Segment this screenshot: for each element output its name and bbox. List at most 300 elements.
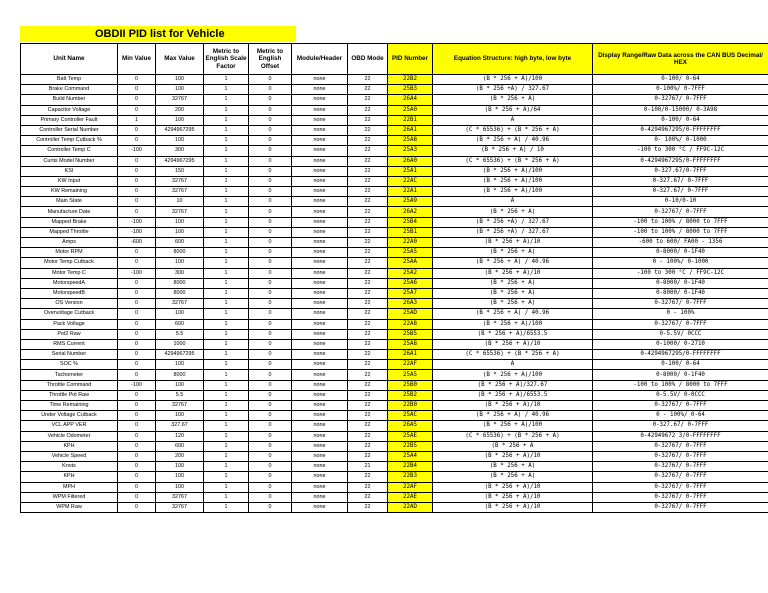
cell-module: none (292, 502, 348, 512)
cell-offset: 0 (249, 502, 292, 512)
cell-min-value: 0 (118, 472, 156, 482)
cell-pid-number: 25A4 (388, 451, 433, 461)
cell-display-range: 0-100/ 0-64 (593, 75, 768, 85)
cell-max-value: 100 (156, 217, 204, 227)
cell-scale-factor: 1 (204, 217, 249, 227)
cell-obd-mode: 21 (348, 462, 388, 472)
cell-unit-name: Knots (21, 462, 118, 472)
cell-max-value: 32767 (156, 401, 204, 411)
cell-display-range: 0 - 100%/ 0-1000 (593, 258, 768, 268)
table-row (21, 370, 768, 380)
cell-pid-number: 22B4 (388, 462, 433, 472)
cell-offset: 0 (249, 75, 292, 85)
cell-obd-mode: 22 (348, 105, 388, 115)
table-row (21, 187, 768, 197)
table-row (21, 258, 768, 268)
cell-display-range: -600 to 600/ FA00 - 1356 (593, 238, 768, 248)
cell-equation: (B * 256 + A) (433, 288, 593, 298)
cell-min-value: 0 (118, 421, 156, 431)
cell-equation: (B * 256 + A) (433, 207, 593, 217)
cell-obd-mode: 22 (348, 146, 388, 156)
cell-pid-number: 22AF (388, 360, 433, 370)
cell-unit-name: Pack Voltage (21, 319, 118, 329)
cell-pid-number: 22B1 (388, 115, 433, 125)
cell-module: none (292, 472, 348, 482)
cell-max-value: 100 (156, 411, 204, 421)
cell-offset: 0 (249, 309, 292, 319)
cell-max-value: 300 (156, 146, 204, 156)
cell-min-value: -100 (118, 380, 156, 390)
cell-display-range: -100 to 300 °C / FF9C-12C (593, 268, 768, 278)
cell-unit-name: MotorspeedA (21, 278, 118, 288)
cell-max-value: 5.5 (156, 329, 204, 339)
cell-scale-factor: 1 (204, 187, 249, 197)
cell-display-range: 0-8000/ 0-1F40 (593, 248, 768, 258)
cell-scale-factor: 1 (204, 197, 249, 207)
cell-equation: (B * 256 + A)/10 (433, 451, 593, 461)
cell-max-value: 5.5 (156, 390, 204, 400)
table-row (21, 278, 768, 288)
cell-module: none (292, 462, 348, 472)
cell-offset: 0 (249, 115, 292, 125)
cell-offset: 0 (249, 329, 292, 339)
cell-equation: (B * 256 + A)/100 (433, 176, 593, 186)
cell-pid-number: 25B1 (388, 227, 433, 237)
cell-module: none (292, 176, 348, 186)
cell-display-range: 0-8000/ 0-1F40 (593, 370, 768, 380)
cell-pid-number: 25B5 (388, 329, 433, 339)
cell-module: none (292, 431, 348, 441)
cell-pid-number: 25A7 (388, 288, 433, 298)
header-scale-factor: Metric to English Scale Factor (204, 44, 249, 75)
table-row (21, 380, 768, 390)
cell-display-range: 0-4294967295/0-FFFFFFFF (593, 125, 768, 135)
cell-max-value: 100 (156, 258, 204, 268)
cell-scale-factor: 1 (204, 462, 249, 472)
cell-unit-name: Motor RPM (21, 248, 118, 258)
cell-scale-factor: 1 (204, 380, 249, 390)
table-row (21, 268, 768, 278)
cell-unit-name: OS Version (21, 299, 118, 309)
cell-offset: 0 (249, 472, 292, 482)
cell-obd-mode: 22 (348, 380, 388, 390)
table-row (21, 197, 768, 207)
table-row (21, 431, 768, 441)
table-row (21, 350, 768, 360)
cell-display-range: 0-5.5V/ 0CCC (593, 329, 768, 339)
cell-display-range: 0-32767/ 0-7FFF (593, 451, 768, 461)
cell-display-range: 0-4294967295/0-FFFFFFFF (593, 350, 768, 360)
cell-obd-mode: 22 (348, 288, 388, 298)
cell-display-range: 0-8000/ 0-1F40 (593, 288, 768, 298)
header-module: Module/Header (292, 44, 348, 75)
cell-max-value: 100 (156, 115, 204, 125)
table-row (21, 238, 768, 248)
cell-module: none (292, 136, 348, 146)
cell-display-range: -100 to 100% / 8000 to 7FFF (593, 217, 768, 227)
table-row (21, 136, 768, 146)
cell-module: none (292, 227, 348, 237)
cell-offset: 0 (249, 360, 292, 370)
cell-obd-mode: 22 (348, 421, 388, 431)
cell-equation: (B * 256 + A) / 40.96 (433, 411, 593, 421)
cell-scale-factor: 1 (204, 299, 249, 309)
cell-display-range: 0-327.67/ 0-7FFF (593, 187, 768, 197)
cell-pid-number: 25A8 (388, 339, 433, 349)
table-body (21, 75, 768, 513)
cell-unit-name: Throttle Command (21, 380, 118, 390)
cell-scale-factor: 1 (204, 431, 249, 441)
cell-min-value: 0 (118, 492, 156, 502)
cell-equation: (B * 256 + A)/327.67 (433, 380, 593, 390)
cell-module: none (292, 319, 348, 329)
cell-offset: 0 (249, 278, 292, 288)
cell-display-range: 0-100%/ 0-7FFF (593, 85, 768, 95)
cell-scale-factor: 1 (204, 329, 249, 339)
cell-equation: (B * 256 + A (433, 441, 593, 451)
cell-scale-factor: 1 (204, 146, 249, 156)
cell-pid-number: 26A1 (388, 125, 433, 135)
cell-min-value: 0 (118, 166, 156, 176)
cell-equation: (B * 256 + A)/100 (433, 319, 593, 329)
cell-module: none (292, 380, 348, 390)
cell-unit-name: MotorspeedB (21, 288, 118, 298)
cell-offset: 0 (249, 105, 292, 115)
cell-equation: (C * 65536) + (B * 256 + A) (433, 156, 593, 166)
table-row (21, 339, 768, 349)
table-row (21, 441, 768, 451)
cell-scale-factor: 1 (204, 278, 249, 288)
cell-display-range: 0-327.67/ 0-7FFF (593, 421, 768, 431)
cell-min-value: 0 (118, 401, 156, 411)
cell-max-value: 32767 (156, 187, 204, 197)
cell-offset: 0 (249, 258, 292, 268)
cell-pid-number: 22AF (388, 482, 433, 492)
cell-max-value: 150 (156, 166, 204, 176)
cell-unit-name: Motor Temp C (21, 268, 118, 278)
cell-pid-number: 25B3 (388, 85, 433, 95)
cell-min-value: 0 (118, 502, 156, 512)
cell-unit-name: SOC % (21, 360, 118, 370)
cell-min-value: 0 (118, 411, 156, 421)
table-row (21, 401, 768, 411)
cell-module: none (292, 360, 348, 370)
cell-min-value: 0 (118, 462, 156, 472)
cell-min-value: 1 (118, 115, 156, 125)
cell-obd-mode: 22 (348, 319, 388, 329)
cell-module: none (292, 95, 348, 105)
cell-max-value: 32767 (156, 176, 204, 186)
cell-equation: A (433, 115, 593, 125)
cell-max-value: 100 (156, 360, 204, 370)
cell-max-value: 4294967295 (156, 125, 204, 135)
table-row (21, 299, 768, 309)
cell-unit-name: Overvoltage Cutback (21, 309, 118, 319)
cell-min-value: -600 (118, 238, 156, 248)
cell-obd-mode: 22 (348, 217, 388, 227)
cell-obd-mode: 22 (348, 187, 388, 197)
page-title: OBDII PID list for Vehicle (95, 28, 225, 40)
cell-unit-name: Time Remaining (21, 401, 118, 411)
cell-offset: 0 (249, 146, 292, 156)
cell-min-value: -100 (118, 227, 156, 237)
cell-min-value: -100 (118, 268, 156, 278)
cell-offset: 0 (249, 431, 292, 441)
cell-module: none (292, 401, 348, 411)
cell-min-value: 0 (118, 329, 156, 339)
cell-max-value: 600 (156, 441, 204, 451)
cell-min-value: 0 (118, 85, 156, 95)
cell-display-range: 0- 100%/ 0-1000 (593, 136, 768, 146)
table-row (21, 75, 768, 85)
cell-equation: (B * 256 + A)/100 (433, 166, 593, 176)
table-row (21, 462, 768, 472)
cell-display-range: 0-32767/ 0-7FFF (593, 401, 768, 411)
table-row (21, 146, 768, 156)
cell-max-value: 32767 (156, 502, 204, 512)
cell-pid-number: 25A2 (388, 268, 433, 278)
cell-scale-factor: 1 (204, 238, 249, 248)
cell-scale-factor: 1 (204, 166, 249, 176)
cell-max-value: 8000 (156, 248, 204, 258)
cell-equation: (B * 256 + A) (433, 299, 593, 309)
cell-equation: (B * 256 + A) (433, 472, 593, 482)
cell-equation: (C * 65536) + (B * 256 + A) (433, 431, 593, 441)
cell-pid-number: 22B0 (388, 401, 433, 411)
cell-offset: 0 (249, 207, 292, 217)
cell-offset: 0 (249, 390, 292, 400)
cell-min-value: 0 (118, 299, 156, 309)
cell-pid-number: 22B2 (388, 75, 433, 85)
cell-unit-name: Motor Temp Cutback (21, 258, 118, 268)
cell-scale-factor: 1 (204, 472, 249, 482)
cell-unit-name: WPM Filtered (21, 492, 118, 502)
table-row (21, 329, 768, 339)
cell-scale-factor: 1 (204, 451, 249, 461)
cell-min-value: 0 (118, 176, 156, 186)
cell-min-value: 0 (118, 309, 156, 319)
cell-offset: 0 (249, 401, 292, 411)
cell-equation: (B * 256 + A) (433, 248, 593, 258)
cell-obd-mode: 22 (348, 95, 388, 105)
cell-offset: 0 (249, 288, 292, 298)
cell-module: none (292, 309, 348, 319)
cell-module: none (292, 105, 348, 115)
cell-display-range: 0-327.67/ 0-7FFF (593, 176, 768, 186)
cell-obd-mode: 22 (348, 482, 388, 492)
cell-pid-number: 25A5 (388, 248, 433, 258)
cell-scale-factor: 1 (204, 207, 249, 217)
cell-unit-name: WPM Raw (21, 502, 118, 512)
cell-equation: (B * 256 + A)/10 (433, 492, 593, 502)
cell-scale-factor: 1 (204, 421, 249, 431)
cell-min-value: 0 (118, 441, 156, 451)
cell-module: none (292, 248, 348, 258)
cell-min-value: 0 (118, 370, 156, 380)
cell-max-value: 100 (156, 85, 204, 95)
cell-max-value: 1000 (156, 339, 204, 349)
table-row (21, 95, 768, 105)
table-row (21, 207, 768, 217)
cell-display-range: -100 to 100% / 8000 to 7FFF (593, 227, 768, 237)
cell-equation: (B * 256 + A)/10 (433, 339, 593, 349)
header-row (21, 44, 768, 75)
cell-max-value: 32767 (156, 95, 204, 105)
header-min-value: Min Value (118, 44, 156, 75)
cell-obd-mode: 22 (348, 350, 388, 360)
table-row (21, 227, 768, 237)
cell-obd-mode: 22 (348, 258, 388, 268)
cell-scale-factor: 1 (204, 95, 249, 105)
cell-max-value: 300 (156, 268, 204, 278)
cell-unit-name: Mapped Brake (21, 217, 118, 227)
cell-pid-number: 22B5 (388, 441, 433, 451)
cell-min-value: 0 (118, 207, 156, 217)
table-row (21, 319, 768, 329)
cell-equation: (B * 256 + A)/10 (433, 268, 593, 278)
cell-max-value: 600 (156, 319, 204, 329)
cell-scale-factor: 1 (204, 441, 249, 451)
cell-obd-mode: 22 (348, 401, 388, 411)
cell-display-range: 0-32767/ 0-7FFF (593, 492, 768, 502)
cell-obd-mode: 22 (348, 411, 388, 421)
cell-offset: 0 (249, 462, 292, 472)
cell-min-value: -100 (118, 217, 156, 227)
cell-max-value: 4294967295 (156, 350, 204, 360)
cell-obd-mode: 22 (348, 502, 388, 512)
header-offset: Metric to English Offset (249, 44, 292, 75)
cell-pid-number: 26A4 (388, 95, 433, 105)
cell-obd-mode: 22 (348, 166, 388, 176)
cell-unit-name: Controller Temp C (21, 146, 118, 156)
cell-obd-mode: 22 (348, 329, 388, 339)
cell-module: none (292, 390, 348, 400)
cell-min-value: -100 (118, 146, 156, 156)
cell-display-range: 0 - 100%/ 0-64 (593, 411, 768, 421)
cell-pid-number: 25AA (388, 258, 433, 268)
cell-obd-mode: 22 (348, 360, 388, 370)
cell-equation: (B * 256 + A)/64 (433, 105, 593, 115)
cell-equation: (B * 256 + A) (433, 95, 593, 105)
cell-module: none (292, 197, 348, 207)
cell-unit-name: KW Remaining (21, 187, 118, 197)
cell-module: none (292, 370, 348, 380)
cell-offset: 0 (249, 85, 292, 95)
table-row (21, 125, 768, 135)
cell-scale-factor: 1 (204, 115, 249, 125)
cell-offset: 0 (249, 339, 292, 349)
cell-pid-number: 25B4 (388, 217, 433, 227)
cell-obd-mode: 22 (348, 431, 388, 441)
cell-scale-factor: 1 (204, 248, 249, 258)
table-row (21, 288, 768, 298)
cell-scale-factor: 1 (204, 268, 249, 278)
cell-module: none (292, 411, 348, 421)
table-row (21, 309, 768, 319)
cell-offset: 0 (249, 238, 292, 248)
cell-unit-name: Manufacture Date (21, 207, 118, 217)
cell-max-value: 100 (156, 462, 204, 472)
header-display-range: Display Range/Raw Data across the CAN BUS Decimal/ HEX (593, 44, 768, 75)
cell-equation: (B * 256 + A)/10 (433, 502, 593, 512)
cell-min-value: 0 (118, 390, 156, 400)
cell-pid-number: 25AC (388, 411, 433, 421)
cell-display-range: 0-32767/ 0-7FFF (593, 482, 768, 492)
cell-max-value: 100 (156, 380, 204, 390)
table-row (21, 451, 768, 461)
cell-module: none (292, 278, 348, 288)
cell-scale-factor: 1 (204, 360, 249, 370)
cell-unit-name: Batt Temp (21, 75, 118, 85)
cell-pid-number: 22AC (388, 176, 433, 186)
table-row (21, 85, 768, 95)
cell-min-value: 0 (118, 482, 156, 492)
cell-scale-factor: 1 (204, 125, 249, 135)
cell-offset: 0 (249, 156, 292, 166)
cell-obd-mode: 22 (348, 238, 388, 248)
cell-module: none (292, 329, 348, 339)
cell-pid-number: 22B3 (388, 472, 433, 482)
cell-max-value: 100 (156, 309, 204, 319)
cell-scale-factor: 1 (204, 401, 249, 411)
cell-equation: (B * 256 + A)/10 (433, 401, 593, 411)
cell-min-value: 0 (118, 136, 156, 146)
cell-module: none (292, 238, 348, 248)
cell-offset: 0 (249, 492, 292, 502)
cell-max-value: 4294967295 (156, 156, 204, 166)
cell-unit-name: Mapped Throttle (21, 227, 118, 237)
cell-module: none (292, 125, 348, 135)
cell-equation: (B * 256 + A)/100 (433, 187, 593, 197)
cell-min-value: 0 (118, 156, 156, 166)
cell-pid-number: 22AD (388, 502, 433, 512)
cell-unit-name: Controller Serial Number (21, 125, 118, 135)
cell-obd-mode: 22 (348, 156, 388, 166)
cell-pid-number: 26A0 (388, 156, 433, 166)
cell-min-value: 0 (118, 360, 156, 370)
cell-obd-mode: 22 (348, 339, 388, 349)
cell-display-range: 0-10/0-10 (593, 197, 768, 207)
cell-display-range: 0-32767/ 0-7FFF (593, 462, 768, 472)
cell-scale-factor: 1 (204, 227, 249, 237)
cell-module: none (292, 166, 348, 176)
cell-min-value: 0 (118, 451, 156, 461)
cell-equation: (B * 256 +A) / 327.67 (433, 217, 593, 227)
table-row (21, 156, 768, 166)
cell-module: none (292, 421, 348, 431)
cell-unit-name: RMS Current (21, 339, 118, 349)
cell-max-value: 327.67 (156, 421, 204, 431)
cell-pid-number: 25A3 (388, 146, 433, 156)
cell-scale-factor: 1 (204, 309, 249, 319)
cell-obd-mode: 22 (348, 309, 388, 319)
cell-scale-factor: 1 (204, 288, 249, 298)
cell-obd-mode: 22 (348, 451, 388, 461)
cell-scale-factor: 1 (204, 156, 249, 166)
cell-pid-number: 22A0 (388, 238, 433, 248)
cell-offset: 0 (249, 95, 292, 105)
table-row (21, 502, 768, 512)
table-row (21, 176, 768, 186)
cell-pid-number: 25A1 (388, 166, 433, 176)
cell-max-value: 100 (156, 482, 204, 492)
cell-offset: 0 (249, 166, 292, 176)
cell-display-range: 0 - 100% (593, 309, 768, 319)
cell-display-range: 0-100/ 0-64 (593, 115, 768, 125)
cell-offset: 0 (249, 248, 292, 258)
cell-unit-name: Under Voltage Cutback (21, 411, 118, 421)
cell-max-value: 32767 (156, 207, 204, 217)
